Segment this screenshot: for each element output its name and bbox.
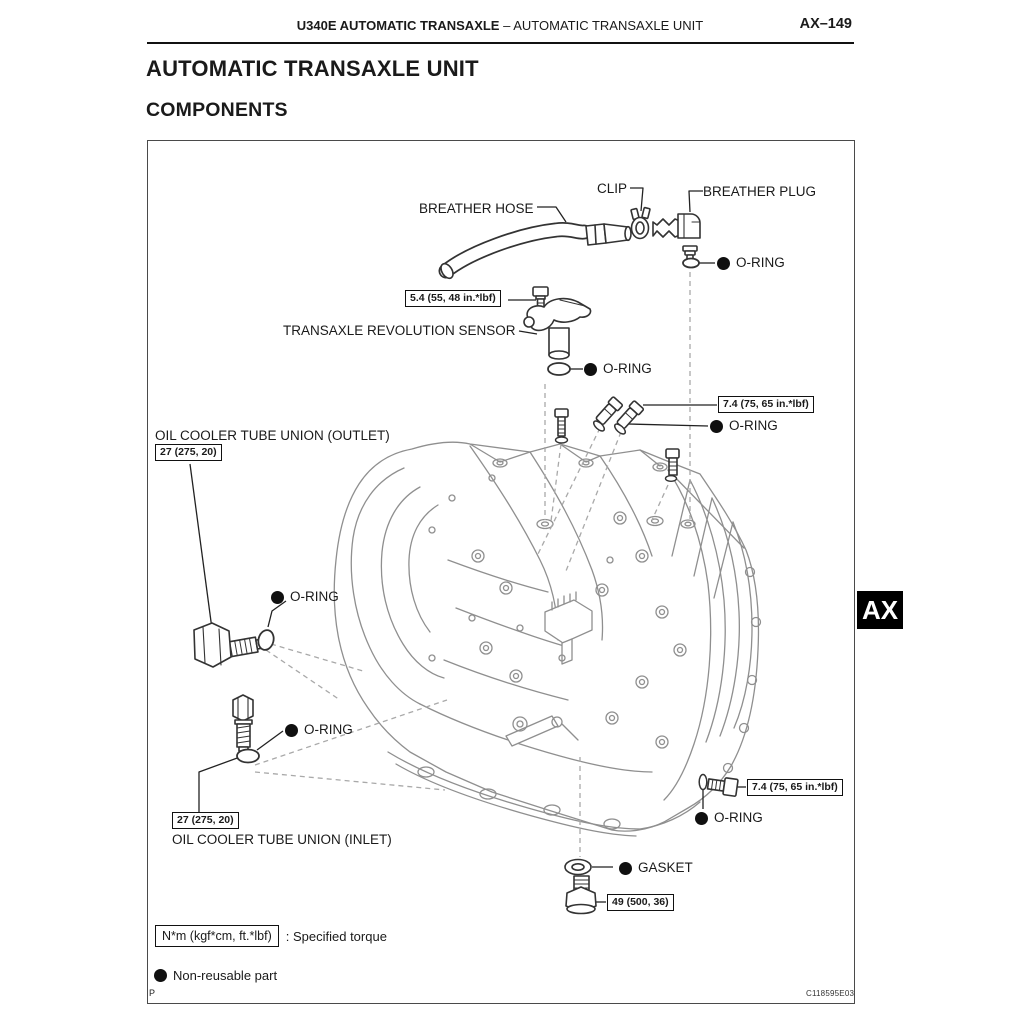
non-reusable-legend — [154, 968, 277, 983]
revolution-sensor-part — [524, 299, 591, 359]
o-ring-label: O-RING — [304, 722, 353, 737]
non-reusable-dot-icon — [695, 812, 708, 825]
label-o-ring-breather — [717, 256, 785, 270]
section-title: COMPONENTS — [146, 99, 288, 121]
torque-legend — [155, 925, 387, 947]
non-reusable-dot-icon — [619, 862, 632, 875]
non-reusable-label: Non-reusable part — [173, 968, 278, 983]
non-reusable-dot-icon — [285, 724, 298, 737]
label-breather-hose: BREATHER HOSE — [419, 201, 534, 216]
section-tab-ax: AX — [857, 591, 903, 629]
label-gasket — [619, 861, 693, 875]
running-header-separator: – — [503, 18, 511, 33]
running-header-rest: AUTOMATIC TRANSAXLE UNIT — [513, 18, 704, 33]
non-reusable-dot-icon — [584, 363, 597, 376]
page-number: AX–149 — [799, 16, 852, 32]
running-header-bold: U340E AUTOMATIC TRANSAXLE — [296, 18, 500, 33]
breather-hose-part — [439, 224, 631, 280]
o-ring-label: O-RING — [714, 810, 763, 825]
non-reusable-dot-icon — [271, 591, 284, 604]
torque-lower-bolt: 7.4 (75, 65 in.*lbf) — [747, 779, 843, 796]
o-ring-label: O-RING — [290, 589, 339, 604]
o-ring-label: O-RING — [603, 361, 652, 376]
o-ring-label: O-RING — [736, 255, 785, 270]
non-reusable-dot-icon — [717, 257, 730, 270]
label-o-ring-inlet — [285, 723, 353, 737]
transaxle-case — [334, 442, 760, 836]
drain-plug-part — [566, 876, 596, 914]
non-reusable-dot-icon — [710, 420, 723, 433]
o-ring-breather — [683, 259, 699, 268]
figure-code: C118595E03 — [806, 989, 855, 998]
o-ring-label: O-RING — [729, 418, 778, 433]
label-inlet-union: OIL COOLER TUBE UNION (INLET) — [172, 832, 392, 847]
torque-sensor-bolt: 5.4 (55, 48 in.*lbf) — [405, 290, 501, 307]
torque-unit-box: N*m (kgf*cm, ft.*lbf) — [155, 925, 279, 947]
mid-bolt — [555, 409, 568, 443]
outlet-union-part — [194, 623, 267, 667]
label-clip: CLIP — [597, 181, 628, 196]
gasket-label: GASKET — [638, 860, 693, 875]
torque-outlet-union: 27 (275, 20) — [155, 444, 222, 461]
label-o-ring-outlet — [271, 590, 339, 604]
label-revolution-sensor: TRANSAXLE REVOLUTION SENSOR — [283, 323, 516, 338]
torque-inlet-union: 27 (275, 20) — [172, 812, 239, 829]
clip-part — [631, 207, 650, 238]
inlet-union-part — [233, 695, 253, 751]
torque-drain-plug: 49 (500, 36) — [607, 894, 674, 911]
torque-union-bolts: 7.4 (75, 65 in.*lbf) — [718, 396, 814, 413]
torque-unit-desc: : Specified torque — [285, 928, 387, 944]
o-ring-inlet — [237, 750, 259, 763]
corner-letter: P — [149, 988, 156, 998]
label-breather-plug: BREATHER PLUG — [703, 184, 817, 199]
label-o-ring-lower — [695, 811, 763, 825]
label-outlet-union: OIL COOLER TUBE UNION (OUTLET) — [155, 428, 390, 443]
o-ring-sensor — [548, 363, 570, 375]
breather-plug-part — [653, 214, 700, 259]
non-reusable-dot-icon — [154, 969, 167, 982]
page-title: AUTOMATIC TRANSAXLE UNIT — [146, 56, 479, 81]
label-o-ring-unions — [710, 419, 778, 433]
label-o-ring-sensor — [584, 362, 652, 376]
union-bolts-upper — [592, 397, 644, 436]
gasket-part — [565, 860, 591, 875]
